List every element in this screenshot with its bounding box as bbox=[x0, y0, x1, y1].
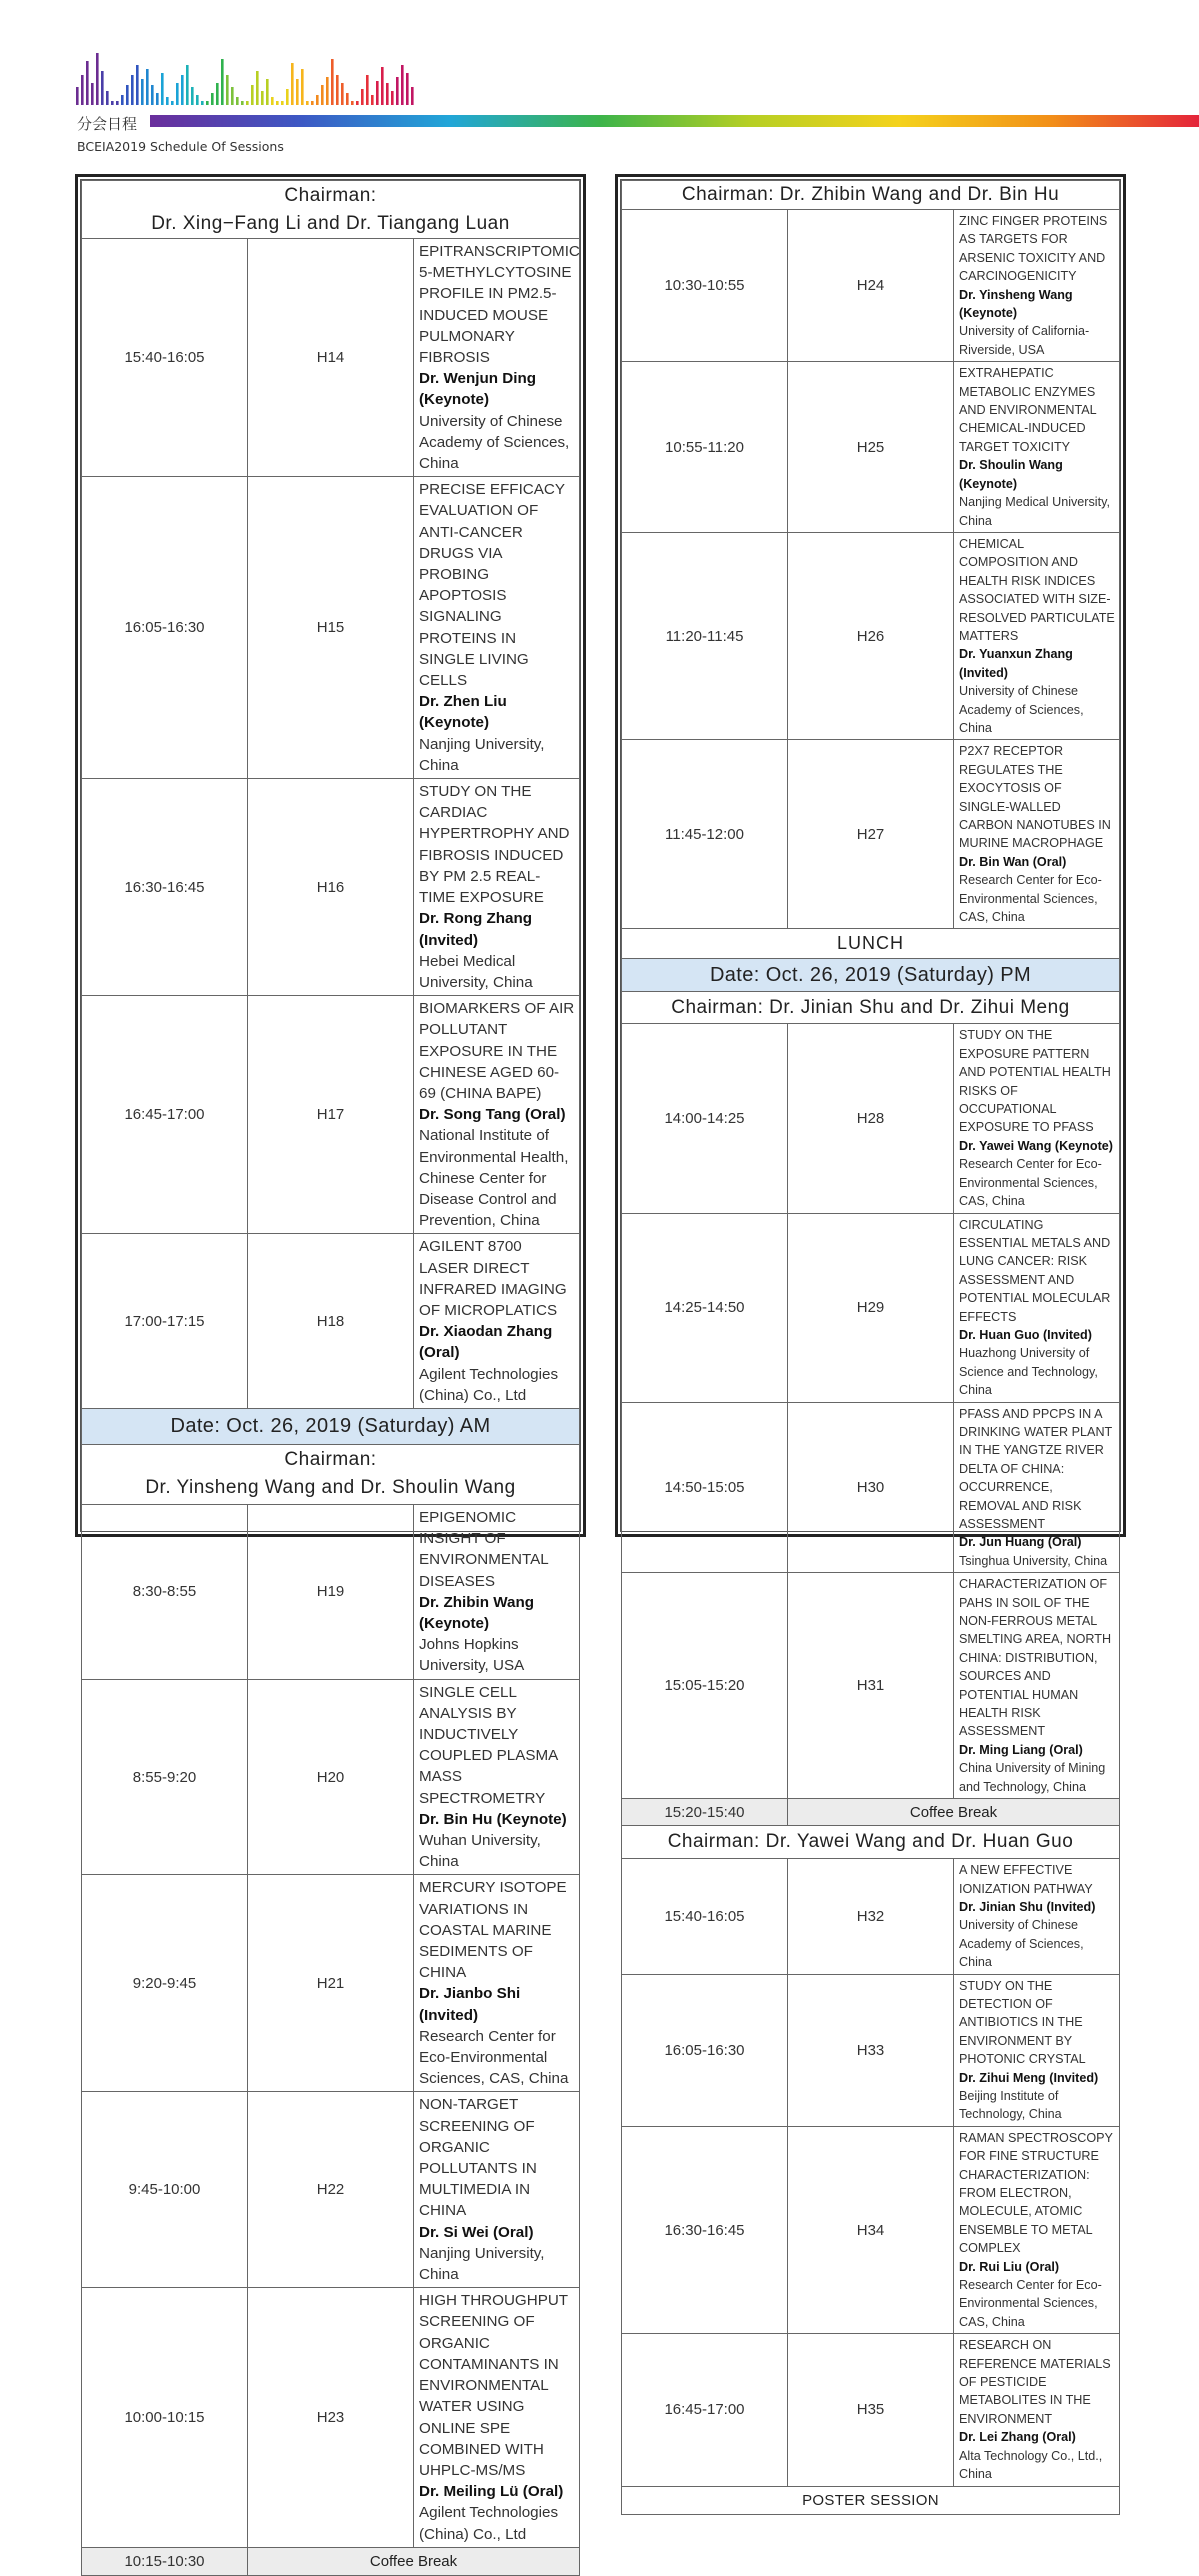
talk-speaker: Dr. Huan Guo (Invited) bbox=[959, 1327, 1092, 1342]
talk-row-h15 bbox=[82, 477, 580, 779]
talk-title: CHARACTERIZATION OF PAHS IN SOIL OF THE NON-FERROUS METAL SMELTING AREA, NORTH CHINA: DISTRIBUTION, SOURCES AND POTENTIAL HUMAN HEALTH RISK ASSESSMENT bbox=[959, 1577, 1112, 1739]
talk-time: 14:00-14:25 bbox=[622, 1024, 788, 1213]
coffee-break-time: 15:20-15:40 bbox=[622, 1799, 788, 1826]
talk-affiliation: Research Center for Eco-Environmental Sciences, CAS, China bbox=[959, 873, 1102, 925]
talk-code: H30 bbox=[788, 1402, 954, 1573]
talk-speaker: Dr. Jun Huang (Oral) bbox=[959, 1535, 1082, 1550]
talk-row-h26 bbox=[622, 532, 1120, 739]
talk-row-h29 bbox=[622, 1213, 1120, 1402]
schedule-table-right bbox=[621, 180, 1120, 2515]
date-am: Date: Oct. 26, 2019 (Saturday) AM bbox=[82, 1408, 580, 1444]
talk-affiliation: China University of Mining and Technology, China bbox=[959, 1761, 1106, 1794]
schedule-table-left bbox=[81, 180, 580, 2576]
talk-affiliation: Tsinghua University, China bbox=[959, 1553, 1108, 1568]
talk-code: H22 bbox=[248, 2092, 414, 2288]
talk-affiliation: National Institute of Environmental Health, Chinese Center for Disease Control and Prevention, China bbox=[419, 1127, 569, 1230]
talk-affiliation: Hebei Medical University, China bbox=[419, 952, 533, 991]
talk-details bbox=[954, 1974, 1120, 2126]
talk-speaker: Dr. Xiaodan Zhang (Oral) bbox=[419, 1323, 553, 1362]
schedule-panel-left bbox=[75, 174, 586, 2570]
talk-row-h18 bbox=[82, 1234, 580, 1409]
talk-code: H20 bbox=[248, 1679, 414, 1875]
talk-title: EPIGENOMIC INSIGHT OF ENVIRONMENTAL DISEASES bbox=[419, 1508, 549, 1590]
talk-row-h32 bbox=[622, 1859, 1120, 1974]
talk-affiliation: Alta Technology Co., Ltd., China bbox=[959, 2448, 1103, 2482]
talk-title: PRECISE EFFICACY EVALUATION OF ANTI-CANCER DRUGS VIA PROBING APOPTOSIS SIGNALING PROTEINS IN SINGLE LIVING CELLS bbox=[419, 481, 565, 690]
talk-title: EPITRANSCRIPTOMIC 5-METHYLCYTOSINE PROFILE IN PM2.5-INDUCED MOUSE PULMONARY FIBROSIS bbox=[419, 243, 580, 367]
lunch-label: LUNCH bbox=[622, 929, 1120, 959]
talk-code: H18 bbox=[248, 1234, 414, 1409]
poster-session-label: POSTER SESSION bbox=[622, 2486, 1120, 2514]
talk-details bbox=[414, 779, 580, 996]
chairman-label: Chairman: bbox=[284, 184, 377, 206]
talk-affiliation: Research Center for Eco-Environmental Sciences, CAS, China bbox=[419, 2027, 569, 2088]
talk-speaker: Dr. Lei Zhang (Oral) bbox=[959, 2430, 1076, 2445]
talk-row-h23 bbox=[82, 2288, 580, 2547]
talk-title: CHEMICAL COMPOSITION AND HEALTH RISK INDICES ASSOCIATED WITH SIZE-RESOLVED PARTICULATE MATTERS bbox=[959, 536, 1115, 643]
talk-speaker: Dr. Jianbo Shi (Invited) bbox=[419, 1985, 521, 2024]
chairman-row bbox=[622, 1826, 1120, 1859]
talk-speaker: Dr. Si Wei (Oral) bbox=[419, 2223, 534, 2241]
talk-time: 16:05-16:30 bbox=[622, 1974, 788, 2126]
talk-details bbox=[414, 1234, 580, 1409]
talk-code: H16 bbox=[248, 779, 414, 996]
talk-time: 17:00-17:15 bbox=[82, 1234, 248, 1409]
talk-details bbox=[954, 740, 1120, 929]
talk-code: H35 bbox=[788, 2334, 954, 2486]
talk-code: H14 bbox=[248, 239, 414, 477]
date-pm: Date: Oct. 26, 2019 (Saturday) PM bbox=[622, 959, 1120, 992]
talk-affiliation: University of California-Riverside, USA bbox=[959, 324, 1090, 357]
talk-time: 15:40-16:05 bbox=[622, 1859, 788, 1974]
talk-code: H27 bbox=[788, 740, 954, 929]
talk-row-h19 bbox=[82, 1504, 580, 1679]
talk-code: H34 bbox=[788, 2126, 954, 2333]
talk-row-h21 bbox=[82, 1875, 580, 2092]
talk-time: 16:05-16:30 bbox=[82, 477, 248, 779]
talk-title: RAMAN SPECTROSCOPY FOR FINE STRUCTURE CHARACTERIZATION: FROM ELECTRON, MOLECULE, ATOMIC ENSEMBLE TO METAL COMPLEX bbox=[959, 2130, 1113, 2256]
talk-speaker: Dr. Zihui Meng (Invited) bbox=[959, 2070, 1099, 2085]
lunch-row bbox=[622, 929, 1120, 959]
talk-code: H17 bbox=[248, 996, 414, 1234]
talk-code: H31 bbox=[788, 1573, 954, 1799]
talk-row-h16 bbox=[82, 779, 580, 996]
date-row-am bbox=[82, 1408, 580, 1444]
coffee-break-time: 10:15-10:30 bbox=[82, 2547, 248, 2575]
talk-title: STUDY ON THE EXPOSURE PATTERN AND POTENTIAL HEALTH RISKS OF OCCUPATIONAL EXPOSURE TO PFASS bbox=[959, 1028, 1111, 1135]
talk-row-h27 bbox=[622, 740, 1120, 929]
talk-affiliation: Wuhan University, China bbox=[419, 1832, 541, 1871]
schedule-panel-right bbox=[615, 174, 1126, 2509]
talk-speaker: Dr. Meiling Lü (Oral) bbox=[419, 2483, 564, 2501]
chairman-names: Dr. Yinsheng Wang and Dr. Shoulin Wang bbox=[145, 1477, 516, 1499]
talk-speaker: Dr. Ming Liang (Oral) bbox=[959, 1742, 1083, 1757]
talk-details bbox=[954, 1859, 1120, 1974]
talk-affiliation: Nanjing University, China bbox=[419, 2244, 545, 2284]
talk-speaker: Dr. Rui Liu (Oral) bbox=[959, 2259, 1060, 2274]
talk-speaker: Dr. Zhibin Wang (Keynote) bbox=[419, 1593, 535, 1632]
talk-title: SINGLE CELL ANALYSIS BY INDUCTIVELY COUPLED PLASMA MASS SPECTROMETRY bbox=[419, 1683, 558, 1807]
talk-time: 16:30-16:45 bbox=[622, 2126, 788, 2333]
date-row-pm bbox=[622, 959, 1120, 992]
chairman-names: Dr. Xing−Fang Li and Dr. Tiangang Luan bbox=[151, 212, 510, 234]
talk-details bbox=[954, 1213, 1120, 1402]
talk-details bbox=[414, 239, 580, 477]
talk-title: AGILENT 8700 LASER DIRECT INFRARED IMAGING OF MICROPLATICS bbox=[419, 1238, 567, 1319]
talk-row-h17 bbox=[82, 996, 580, 1234]
talk-row-h33 bbox=[622, 1974, 1120, 2126]
talk-details bbox=[954, 362, 1120, 533]
talk-row-h31 bbox=[622, 1573, 1120, 1799]
talk-title: PFASS AND PPCPS IN A DRINKING WATER PLANT IN THE YANGTZE RIVER DELTA OF CHINA: OCCURRENCE, REMOVAL AND RISK ASSESSMENT bbox=[959, 1406, 1113, 1531]
talk-affiliation: Agilent Technologies (China) Co., Ltd bbox=[419, 2504, 559, 2543]
talk-row-h22 bbox=[82, 2092, 580, 2288]
talk-speaker: Dr. Song Tang (Oral) bbox=[419, 1106, 566, 1124]
talk-details bbox=[414, 1875, 580, 2092]
talk-details bbox=[414, 996, 580, 1234]
coffee-break-label: Coffee Break bbox=[788, 1799, 1120, 1826]
rainbow-header-bar bbox=[150, 115, 1199, 127]
talk-time: 8:30-8:55 bbox=[82, 1504, 248, 1679]
talk-code: H24 bbox=[788, 210, 954, 362]
chairman-names: Chairman: Dr. Yawei Wang and Dr. Huan Guo bbox=[622, 1826, 1120, 1859]
talk-details bbox=[954, 210, 1120, 362]
page-subtitle: BCEIA2019 Schedule Of Sessions bbox=[77, 139, 284, 154]
talk-affiliation: University of Chinese Academy of Sciences, China bbox=[959, 684, 1084, 735]
talk-details bbox=[954, 1402, 1120, 1573]
talk-details bbox=[954, 2334, 1120, 2486]
talk-details bbox=[414, 1504, 580, 1679]
talk-affiliation: Research Center for Eco-Environmental Sciences, CAS, China bbox=[959, 1157, 1102, 1209]
talk-time: 9:45-10:00 bbox=[82, 2092, 248, 2288]
talk-speaker: Dr. Jinian Shu (Invited) bbox=[959, 1899, 1096, 1914]
talk-time: 16:45-17:00 bbox=[82, 996, 248, 1234]
talk-time: 10:00-10:15 bbox=[82, 2288, 248, 2547]
chairman-cell bbox=[82, 181, 580, 239]
talk-code: H33 bbox=[788, 1974, 954, 2126]
talk-row-h20 bbox=[82, 1679, 580, 1875]
talk-affiliation: Nanjing Medical University, China bbox=[959, 495, 1110, 528]
talk-details bbox=[954, 2126, 1120, 2333]
talk-code: H26 bbox=[788, 532, 954, 739]
talk-row-h34 bbox=[622, 2126, 1120, 2333]
talk-affiliation: University of Chinese Academy of Sciences, China bbox=[959, 1918, 1084, 1970]
talk-code: H19 bbox=[248, 1504, 414, 1679]
talk-affiliation: Johns Hopkins University, USA bbox=[419, 1636, 525, 1675]
talk-title: STUDY ON THE CARDIAC HYPERTROPHY AND FIBROSIS INDUCED BY PM 2.5 REAL-TIME EXPOSURE bbox=[419, 783, 570, 907]
talk-affiliation: Research Center for Eco-Environmental Sciences, CAS, China bbox=[959, 2278, 1102, 2329]
talk-details bbox=[954, 1573, 1120, 1799]
talk-code: H28 bbox=[788, 1024, 954, 1213]
talk-title: STUDY ON THE DETECTION OF ANTIBIOTICS IN THE ENVIRONMENT BY PHOTONIC CRYSTAL bbox=[959, 1978, 1086, 2067]
chairman-row bbox=[622, 992, 1120, 1024]
talk-time: 14:25-14:50 bbox=[622, 1213, 788, 1402]
talk-title: EXTRAHEPATIC METABOLIC ENZYMES AND ENVIRONMENTAL CHEMICAL-INDUCED TARGET TOXICITY bbox=[959, 366, 1097, 454]
talk-title: CIRCULATING ESSENTIAL METALS AND LUNG CANCER: RISK ASSESSMENT AND POTENTIAL MOLECULAR EFFECTS bbox=[959, 1217, 1111, 1324]
talk-affiliation: Agilent Technologies (China) Co., Ltd bbox=[419, 1365, 559, 1404]
talk-affiliation: Beijing Institute of Technology, China bbox=[959, 2088, 1062, 2122]
talk-row-h28 bbox=[622, 1024, 1120, 1213]
talk-affiliation: Huazhong University of Science and Technology, China bbox=[959, 1346, 1098, 1398]
chairman-cell bbox=[82, 1444, 580, 1504]
talk-speaker: Dr. Rong Zhang (Invited) bbox=[419, 910, 533, 949]
talk-details bbox=[414, 1679, 580, 1875]
talk-row-h14 bbox=[82, 239, 580, 477]
poster-session-row bbox=[622, 2486, 1120, 2514]
chairman-row bbox=[82, 181, 580, 239]
talk-speaker: Dr. Bin Hu (Keynote) bbox=[419, 1810, 567, 1828]
talk-speaker: Dr. Bin Wan (Oral) bbox=[959, 854, 1067, 869]
talk-speaker: Dr. Wenjun Ding (Keynote) bbox=[419, 370, 536, 409]
talk-affiliation: University of Chinese Academy of Sciences, China bbox=[419, 412, 570, 473]
talk-title: ZINC FINGER PROTEINS AS TARGETS FOR ARSENIC TOXICITY AND CARCINOGENICITY bbox=[959, 214, 1108, 284]
talk-title: BIOMARKERS OF AIR POLLUTANT EXPOSURE IN THE CHINESE AGED 60-69 (CHINA BAPE) bbox=[419, 1000, 575, 1102]
talk-time: 11:45-12:00 bbox=[622, 740, 788, 929]
talk-time: 15:05-15:20 bbox=[622, 1573, 788, 1799]
talk-code: H15 bbox=[248, 477, 414, 779]
talk-time: 16:45-17:00 bbox=[622, 2334, 788, 2486]
talk-title: P2X7 RECEPTOR REGULATES THE EXOCYTOSIS OF SINGLE-WALLED CARBON NANOTUBES IN MURINE MACROPHAGE bbox=[959, 744, 1111, 851]
talk-title: RESEARCH ON REFERENCE MATERIALS OF PESTICIDE METABOLITES IN THE ENVIRONMENT bbox=[959, 2338, 1111, 2426]
section-title-chinese: 分会日程 bbox=[77, 115, 138, 133]
talk-row-h25 bbox=[622, 362, 1120, 533]
talk-details bbox=[954, 1024, 1120, 1213]
talk-time: 15:40-16:05 bbox=[82, 239, 248, 477]
talk-time: 11:20-11:45 bbox=[622, 532, 788, 739]
talk-code: H23 bbox=[248, 2288, 414, 2547]
talk-speaker: Dr. Yinsheng Wang (Keynote) bbox=[959, 287, 1073, 321]
talk-speaker: Dr. Shoulin Wang (Keynote) bbox=[959, 458, 1063, 491]
talk-speaker: Dr. Yawei Wang (Keynote) bbox=[959, 1138, 1113, 1153]
talk-title: A NEW EFFECTIVE IONIZATION PATHWAY bbox=[959, 1863, 1093, 1896]
talk-time: 10:30-10:55 bbox=[622, 210, 788, 362]
coffee-break-row bbox=[82, 2547, 580, 2575]
chairman-names: Chairman: Dr. Zhibin Wang and Dr. Bin Hu bbox=[622, 181, 1120, 210]
talk-time: 14:50-15:05 bbox=[622, 1402, 788, 1573]
talk-time: 8:55-9:20 bbox=[82, 1679, 248, 1875]
coffee-break-row bbox=[622, 1799, 1120, 1826]
talk-title: MERCURY ISOTOPE VARIATIONS IN COASTAL MARINE SEDIMENTS OF CHINA bbox=[419, 1879, 567, 1982]
talk-affiliation: Nanjing University, China bbox=[419, 735, 545, 774]
chairman-row bbox=[622, 181, 1120, 210]
chairman-label: Chairman: bbox=[284, 1449, 377, 1471]
talk-details bbox=[954, 532, 1120, 739]
talk-title: HIGH THROUGHPUT SCREENING OF ORGANIC CONTAMINANTS IN ENVIRONMENTAL WATER USING ONLINE SPE COMBINED WITH UHPLC-MS/MS bbox=[419, 2292, 568, 2479]
talk-details bbox=[414, 2092, 580, 2288]
talk-details bbox=[414, 477, 580, 779]
talk-title: NON-TARGET SCREENING OF ORGANIC POLLUTANTS IN MULTIMEDIA IN CHINA bbox=[419, 2096, 537, 2220]
talk-row-h35 bbox=[622, 2334, 1120, 2486]
talk-code: H21 bbox=[248, 1875, 414, 2092]
talk-time: 9:20-9:45 bbox=[82, 1875, 248, 2092]
talk-speaker: Dr. Yuanxun Zhang (Invited) bbox=[959, 647, 1073, 680]
chairman-row bbox=[82, 1444, 580, 1504]
talk-code: H32 bbox=[788, 1859, 954, 1974]
bceia-logo-bars-icon bbox=[74, 50, 414, 110]
talk-code: H25 bbox=[788, 362, 954, 533]
talk-details bbox=[414, 2288, 580, 2547]
talk-row-h24 bbox=[622, 210, 1120, 362]
talk-speaker: Dr. Zhen Liu (Keynote) bbox=[419, 693, 507, 732]
talk-code: H29 bbox=[788, 1213, 954, 1402]
talk-time: 16:30-16:45 bbox=[82, 779, 248, 996]
talk-time: 10:55-11:20 bbox=[622, 362, 788, 533]
talk-row-h30 bbox=[622, 1402, 1120, 1573]
chairman-names: Chairman: Dr. Jinian Shu and Dr. Zihui Meng bbox=[622, 992, 1120, 1024]
coffee-break-label: Coffee Break bbox=[248, 2547, 580, 2575]
